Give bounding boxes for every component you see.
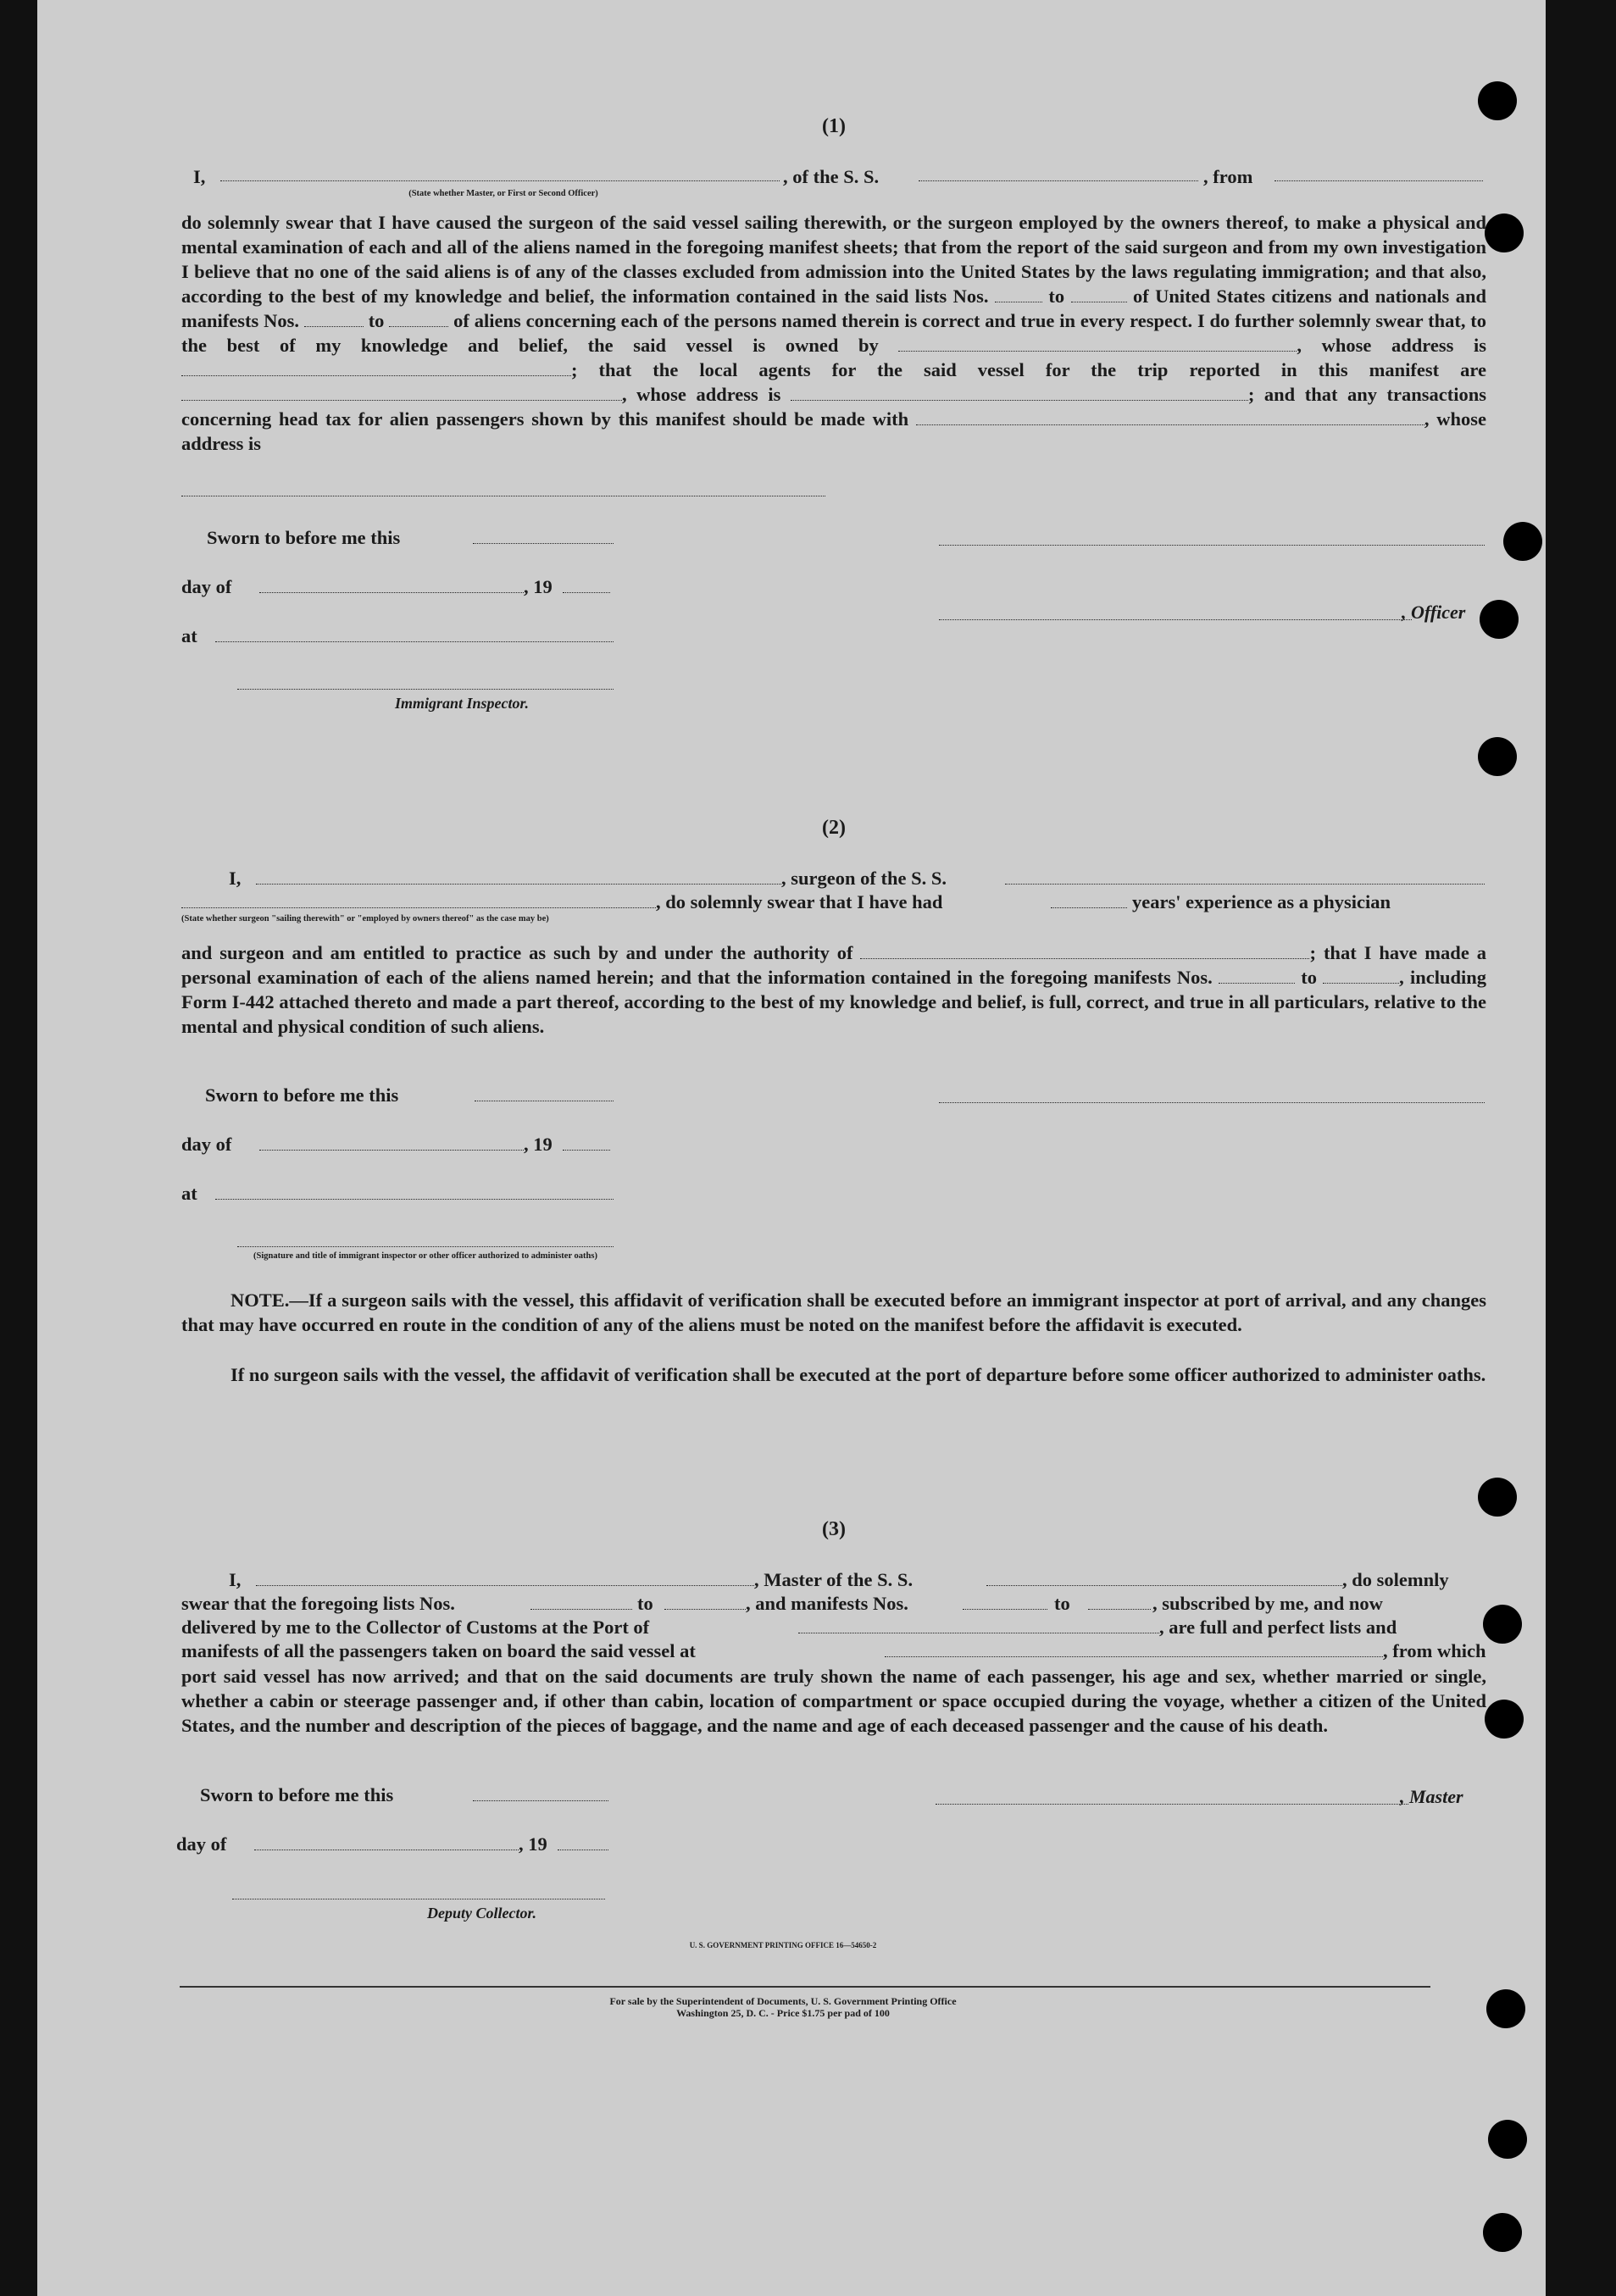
year-label: , 19 — [524, 1134, 553, 1155]
surgeon-of-label: , surgeon of the S. S. — [781, 868, 947, 889]
note-paragraph — [181, 1288, 1486, 1337]
sworn-label: Sworn to before me this — [205, 1084, 399, 1106]
officer-name-field[interactable] — [220, 180, 780, 181]
swear-had-label: , do solemnly swear that I have had — [656, 891, 943, 912]
section-1-body: do solemnly swear that I have caused the surgeon of the said vessel sailing therewith, or the surgeon employed by the owners thereof, to make a physical and mental examination of each and all of the aliens named in the foregoing manifest sheets; that from the report of the said surgeon and from my own investigation I believe that no one of the said aliens is of any of the classes excluded from admission into the United States by the laws regulating immigration; and that also, according to the best of my knowledge and belief, the information contained in the said lists Nos. to of United States citizens and nationals and manifests Nos. to of aliens concerning each of the persons named therein is correct and true in every respect. I do further solemnly swear that, to the best of my knowledge and belief, the said vessel is owned by , whose address is ; that the local agents for the said vessel for the trip reported in this manifest are , whose address is ; and that any transactions concerning head tax for alien passengers shown by this manifest should be made with , whose address is — [181, 212, 1487, 454]
to-label: to — [368, 310, 385, 331]
section-2-text-c: , including Form I-442 attached thereto and made a part thereof, according to the best of my knowledge and belief, is full, correct, and true in all particulars, relative to the mental and physical condition of such aliens. — [181, 967, 1487, 1037]
year-field[interactable] — [563, 1149, 610, 1151]
delivered-label: delivered by me to the Collector of Customs at the Port of — [181, 1617, 650, 1638]
head-tax-field[interactable] — [916, 409, 1424, 425]
from-port-field[interactable] — [1274, 180, 1483, 181]
binder-hole — [1483, 2213, 1522, 2252]
month-field[interactable] — [259, 1149, 524, 1151]
sworn-label: Sworn to before me this — [207, 527, 401, 548]
manifests-to-field[interactable] — [389, 311, 448, 327]
place-field[interactable] — [215, 641, 614, 642]
deputy-caption: Deputy Collector. — [427, 1905, 536, 1922]
at-label: at — [181, 1183, 197, 1204]
swear-lists-label: swear that the foregoing lists Nos. — [181, 1593, 455, 1614]
to-label: to — [1054, 1593, 1070, 1614]
footer-rule — [180, 1986, 1430, 1988]
binder-hole — [1480, 600, 1519, 639]
vessel-name-field[interactable] — [919, 180, 1198, 181]
month-field[interactable] — [254, 1849, 519, 1850]
day-of-label: day of — [181, 1134, 232, 1155]
manifests-to-field[interactable] — [1088, 1608, 1151, 1610]
section-1-text-d: that the local agents for the said vessel for the trip reported in this manifest are — [598, 359, 1486, 380]
section-2-body: and surgeon and am entitled to practice as such by and under the authority of ; that I have made a personal examination of each of the aliens named herein; and that the information contained in the foregoing manifests Nos. to , including Form I-442 attached thereto and made a part thereof, according to the best of my knowledge and belief, is full, correct, and true in all particulars, relative to the mental and physical condition of such aliens. — [181, 942, 1487, 1037]
manifests-from-field[interactable] — [304, 311, 364, 327]
at-label: at — [181, 625, 197, 646]
years-label: years' experience as a physician — [1132, 891, 1391, 912]
sworn-date-field[interactable] — [473, 1800, 608, 1801]
day-of-label: day of — [181, 576, 232, 597]
section-2-text-a: and surgeon and am entitled to practice as such by and under the authority of — [181, 942, 853, 963]
section-1-text-c: of aliens concerning each of the persons named therein is correct and true in every respect. I do further solemnly swear that, to the best of my knowledge and belief, the said vessel is owned by — [181, 310, 1487, 356]
subscribed-label: , subscribed by me, and now — [1152, 1593, 1383, 1614]
note-text: —If a surgeon sails with the vessel, this affidavit of verification shall be executed before an immigrant inspector at port of arrival, and any changes that may have occurred en route in the condition of any of the aliens must be noted on the manifest before the affidavit is executed. — [181, 1289, 1486, 1335]
officer-signature-field[interactable] — [939, 618, 1412, 620]
inspector-caption: Immigrant Inspector. — [395, 695, 530, 712]
manifests-to-field[interactable] — [1323, 968, 1399, 984]
place-field[interactable] — [215, 1198, 614, 1200]
section-2-number: (2) — [822, 817, 846, 839]
lists-to-field[interactable] — [664, 1608, 746, 1610]
note-label: NOTE. — [230, 1289, 290, 1311]
surgeon-hint: (State whether surgeon "sailing therewith" or "employed by owners thereof" as the case may be) — [181, 914, 549, 923]
whose-address-label: , whose address is — [181, 408, 1486, 454]
full-perfect-label: , are full and perfect lists and — [1159, 1617, 1397, 1638]
year-field[interactable] — [563, 591, 610, 593]
section-1-i: I, — [193, 166, 206, 187]
master-vessel-field[interactable] — [986, 1584, 1342, 1586]
sworn-date-field[interactable] — [475, 1100, 614, 1101]
deputy-signature-field[interactable] — [232, 1898, 605, 1899]
surgeon-name-field[interactable] — [256, 883, 781, 885]
master-signature-field[interactable] — [936, 1803, 1408, 1805]
lists-from-field[interactable] — [530, 1608, 632, 1610]
owner-address-field[interactable] — [181, 360, 571, 376]
sworn-date-field[interactable] — [473, 542, 614, 544]
manifests-label: manifests of all the passengers taken on board the said vessel at — [181, 1640, 696, 1661]
sale-line-2: Washington 25, D. C. - Price $1.75 per pad of 100 — [676, 2007, 890, 2019]
year-field[interactable] — [558, 1849, 608, 1850]
whose-address-label: whose address is — [636, 384, 781, 405]
section-1-text-b: of United States citizens and nationals and manifests Nos. — [181, 286, 1487, 331]
surgeon-vessel-field[interactable] — [1005, 883, 1485, 885]
port-field[interactable] — [798, 1632, 1159, 1633]
section-3-i: I, — [229, 1569, 242, 1590]
head-tax-address-field[interactable] — [181, 495, 825, 496]
gpo-imprint: U. S. GOVERNMENT PRINTING OFFICE 16—54650-2 — [689, 1941, 877, 1949]
section-1-text-a: do solemnly swear that I have caused the surgeon of the said vessel sailing therewith, or the surgeon employed by the owners thereof, to make a physical and mental examination of each and all of the aliens named in the foregoing manifest sheets; that from the report of the said surgeon and from my own investigation I believe that no one of the said aliens is of any of the classes excluded from admission into the United States by the laws regulating immigration; and that also, according to the best of my knowledge and belief, the information contained in the said lists Nos. — [181, 212, 1486, 307]
section-2-text-b: that I have made a personal examination of each of the aliens named herein; and that the information contained in the foregoing manifests Nos. — [181, 942, 1487, 988]
binder-hole — [1483, 1605, 1522, 1644]
master-name-field[interactable] — [256, 1584, 754, 1586]
agents-field[interactable] — [181, 385, 622, 401]
officer-caption: , Officer — [1402, 602, 1466, 623]
surgeon-signature-field[interactable] — [939, 1101, 1485, 1103]
note-2-text: If no surgeon sails with the vessel, the affidavit of verification shall be executed at the port of departure before some officer authorized to administer oaths. — [230, 1364, 1486, 1385]
binder-hole — [1478, 737, 1517, 776]
from-which-label: , from which — [1383, 1640, 1486, 1661]
section-2-i: I, — [229, 868, 242, 889]
surgeon-type-field[interactable] — [181, 907, 656, 908]
section-3-number: (3) — [822, 1518, 846, 1540]
to-label: to — [637, 1593, 653, 1614]
year-label: , 19 — [524, 576, 553, 597]
section-3-text-d: port said vessel has now arrived; and that on the said documents are truly shown the name of each passenger, his age and sex, whether married or single, whether a cabin or steerage passenger and, if other than cabin, location of compartment or space occupied during the voyage, whether a citizen of the United States, and the number and description of the pieces of baggage, and the name and age of each deceased passenger and the cause of his death. — [181, 1666, 1486, 1736]
section-1-text-e: ; and that any transactions concerning head tax for alien passengers shown by this manifest should be made with — [181, 384, 1487, 430]
note-paragraph-2 — [181, 1362, 1486, 1387]
to-label: to — [1048, 286, 1065, 307]
lists-to-field[interactable] — [1071, 286, 1127, 302]
years-field[interactable] — [1051, 907, 1127, 908]
binder-hole — [1488, 2120, 1527, 2159]
whose-address-label: , whose address is — [1297, 335, 1486, 356]
lists-from-field[interactable] — [995, 286, 1042, 302]
sale-line-1: For sale by the Superintendent of Documents, U. S. Government Printing Office — [609, 1995, 957, 2007]
binder-hole — [1485, 1700, 1524, 1739]
master-caption: , Master — [1400, 1786, 1463, 1807]
binder-hole — [1485, 214, 1524, 252]
authority-field[interactable] — [860, 943, 1309, 959]
officer-signature-top-field[interactable] — [939, 544, 1485, 546]
officer-hint: (State whether Master, or First or Second Officer) — [408, 189, 598, 198]
agents-address-field[interactable] — [791, 385, 1248, 401]
form-page — [37, 0, 1546, 2296]
binder-hole — [1478, 1478, 1517, 1517]
to-label: to — [1301, 967, 1317, 988]
inspector-signature-field[interactable] — [237, 1245, 614, 1247]
section-1-number: (1) — [822, 115, 846, 137]
inspector-signature-field[interactable] — [237, 688, 614, 690]
month-field[interactable] — [259, 591, 524, 593]
of-ss-label: , of the S. S. — [783, 166, 880, 187]
embark-port-field[interactable] — [885, 1655, 1383, 1657]
owner-field[interactable] — [898, 336, 1297, 352]
manifests-from-field[interactable] — [1219, 968, 1295, 984]
signature-caption: (Signature and title of immigrant inspector or other officer authorized to administer oaths) — [253, 1251, 597, 1261]
sworn-label: Sworn to before me this — [200, 1784, 394, 1805]
year-label: , 19 — [519, 1833, 547, 1855]
section-3-body — [181, 1664, 1486, 1738]
binder-hole — [1503, 522, 1542, 561]
binder-hole — [1486, 1989, 1525, 2028]
master-of-label: , Master of the S. S. — [754, 1569, 914, 1590]
manifests-from-field[interactable] — [963, 1608, 1047, 1610]
from-label: , from — [1203, 166, 1253, 187]
do-solemnly-label: , do solemnly — [1342, 1569, 1449, 1590]
day-of-label: day of — [176, 1833, 227, 1855]
and-manifests-label: , and manifests Nos. — [746, 1593, 908, 1614]
